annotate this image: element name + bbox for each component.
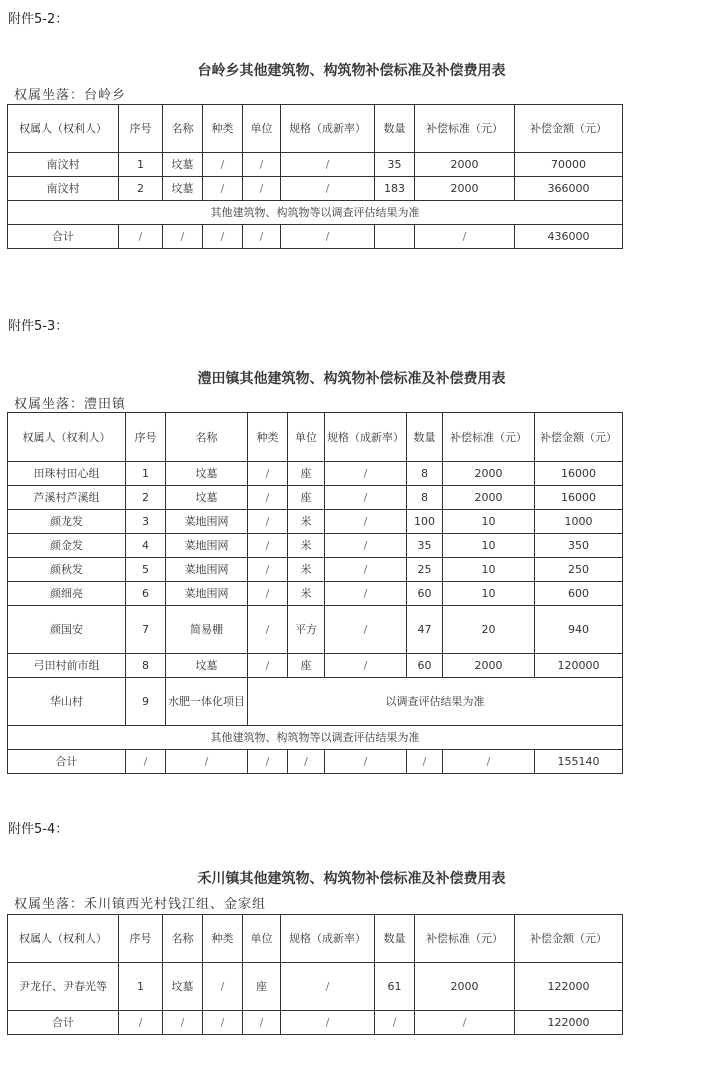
table-cell: 座 (288, 462, 325, 486)
table-cell: 水肥一体化项目 (166, 678, 248, 726)
table-cell: 10 (443, 582, 535, 606)
column-header: 序号 (119, 105, 163, 153)
table-cell: 南汶村 (8, 177, 119, 201)
table-title: 禾川镇其他建筑物、构筑物补偿标准及补偿费用表 (197, 871, 506, 887)
column-header: 权属人（权利人） (8, 413, 126, 462)
table-cell: 2000 (443, 462, 535, 486)
table-cell: 60 (407, 654, 443, 678)
table-cell: / (243, 153, 281, 177)
table-cell: 菜地围网 (166, 582, 248, 606)
table-row (8, 534, 623, 558)
table-cell: 1 (119, 153, 163, 177)
table-cell: 田珠村田心组 (8, 462, 126, 486)
column-header: 序号 (119, 915, 163, 963)
total-cell: / (166, 750, 248, 774)
location-label: 权属坐落：澧田镇 (14, 397, 127, 412)
table-cell: 940 (535, 606, 623, 654)
table-cell: 120000 (535, 654, 623, 678)
table-cell: 2000 (415, 153, 515, 177)
total-cell: 合计 (8, 750, 126, 774)
column-header: 单位 (288, 413, 325, 462)
table-cell: / (203, 153, 243, 177)
location-label: 权属坐落：禾川镇西光村钱江组、金家组 (14, 897, 267, 912)
table-cell: / (248, 558, 288, 582)
table-header-row (8, 413, 623, 462)
total-cell: / (203, 1011, 243, 1035)
table-cell: / (325, 510, 407, 534)
table-row (8, 153, 623, 177)
table-row (8, 462, 623, 486)
column-header: 名称 (163, 915, 203, 963)
table-cell: 7 (126, 606, 166, 654)
total-cell: / (119, 225, 163, 249)
table-cell: 250 (535, 558, 623, 582)
table-cell: 2000 (415, 963, 515, 1011)
table-cell: 10 (443, 510, 535, 534)
column-header: 单位 (243, 105, 281, 153)
note-row (8, 726, 623, 750)
table-cell: 坟墓 (166, 654, 248, 678)
table-cell: / (248, 462, 288, 486)
table-cell: 8 (407, 462, 443, 486)
table-cell: 10 (443, 534, 535, 558)
table-cell: 2000 (415, 177, 515, 201)
column-header: 数量 (407, 413, 443, 462)
note-row (8, 201, 623, 225)
table-cell: 8 (407, 486, 443, 510)
compensation-table (7, 914, 623, 1035)
column-header: 补偿标准（元） (415, 915, 515, 963)
total-cell: 155140 (535, 750, 623, 774)
column-header: 补偿标准（元） (415, 105, 515, 153)
column-header: 规格（成新率） (325, 413, 407, 462)
table-cell: 坟墓 (166, 462, 248, 486)
column-header: 补偿金额（元） (515, 915, 623, 963)
table-row (8, 963, 623, 1011)
table-cell: / (281, 177, 375, 201)
table-cell: 坟墓 (163, 153, 203, 177)
total-cell: / (243, 1011, 281, 1035)
total-cell: 合计 (8, 1011, 119, 1035)
table-cell: 8 (126, 654, 166, 678)
total-cell: / (415, 225, 515, 249)
table-cell: 简易棚 (166, 606, 248, 654)
table-cell: / (325, 558, 407, 582)
column-header: 数量 (375, 915, 415, 963)
table-row (8, 558, 623, 582)
table-cell: 61 (375, 963, 415, 1011)
table-title: 澧田镇其他建筑物、构筑物补偿标准及补偿费用表 (197, 371, 506, 387)
attachment-label: 附件5-3： (8, 319, 69, 334)
column-header: 规格（成新率） (281, 915, 375, 963)
table-cell: 米 (288, 534, 325, 558)
table-cell: / (325, 534, 407, 558)
table-cell: 菜地围网 (166, 534, 248, 558)
table-cell: 南汶村 (8, 153, 119, 177)
table-cell: 座 (243, 963, 281, 1011)
column-header: 种类 (203, 915, 243, 963)
table-cell: 颜龙发 (8, 510, 126, 534)
column-header: 权属人（权利人） (8, 105, 119, 153)
total-cell: / (407, 750, 443, 774)
compensation-table (7, 104, 623, 249)
column-header: 补偿标准（元） (443, 413, 535, 462)
table-title: 台岭乡其他建筑物、构筑物补偿标准及补偿费用表 (197, 63, 506, 79)
table-row (8, 582, 623, 606)
total-cell: / (163, 1011, 203, 1035)
column-header: 序号 (126, 413, 166, 462)
column-header: 权属人（权利人） (8, 915, 119, 963)
total-cell: / (415, 1011, 515, 1035)
table-cell: 坟墓 (163, 963, 203, 1011)
table-cell: 47 (407, 606, 443, 654)
total-cell: / (288, 750, 325, 774)
column-header: 单位 (243, 915, 281, 963)
table-cell: 9 (126, 678, 166, 726)
table-cell: / (203, 177, 243, 201)
table-cell: 4 (126, 534, 166, 558)
table-row (8, 606, 623, 654)
table-cell: 平方 (288, 606, 325, 654)
table-cell: 华山村 (8, 678, 126, 726)
table-cell: 16000 (535, 462, 623, 486)
table-cell: / (248, 654, 288, 678)
column-header: 名称 (166, 413, 248, 462)
compensation-table (7, 412, 623, 774)
table-cell: 366000 (515, 177, 623, 201)
total-cell (375, 225, 415, 249)
total-cell: 122000 (515, 1011, 623, 1035)
merged-note-cell: 以调查评估结果为准 (248, 678, 623, 726)
total-cell: / (375, 1011, 415, 1035)
total-cell: / (248, 750, 288, 774)
table-cell: / (281, 963, 375, 1011)
column-header: 种类 (203, 105, 243, 153)
table-cell: 60 (407, 582, 443, 606)
table-cell: 5 (126, 558, 166, 582)
total-cell: / (443, 750, 535, 774)
table-cell: / (248, 510, 288, 534)
table-cell: / (248, 582, 288, 606)
table-cell: 2000 (443, 654, 535, 678)
total-cell: / (281, 225, 375, 249)
table-cell: 2 (126, 486, 166, 510)
table-row (8, 654, 623, 678)
table-header-row (8, 915, 623, 963)
table-cell: 米 (288, 582, 325, 606)
total-cell: / (281, 1011, 375, 1035)
table-cell: 米 (288, 558, 325, 582)
total-cell: 合计 (8, 225, 119, 249)
total-row (8, 1011, 623, 1035)
note-cell: 其他建筑物、构筑物等以调查评估结果为准 (8, 726, 623, 750)
attachment-label: 附件5-4： (8, 822, 69, 837)
table-cell: 35 (407, 534, 443, 558)
table-cell: 1 (126, 462, 166, 486)
total-cell: 436000 (515, 225, 623, 249)
table-cell: / (203, 963, 243, 1011)
table-cell: / (325, 462, 407, 486)
table-cell: 25 (407, 558, 443, 582)
table-cell: 弓田村前市组 (8, 654, 126, 678)
total-cell: / (203, 225, 243, 249)
table-cell: 2 (119, 177, 163, 201)
table-cell: 3 (126, 510, 166, 534)
column-header: 名称 (163, 105, 203, 153)
table-cell: 座 (288, 654, 325, 678)
table-cell: 10 (443, 558, 535, 582)
table-cell: 1000 (535, 510, 623, 534)
total-cell: / (325, 750, 407, 774)
table-cell: 100 (407, 510, 443, 534)
total-cell: / (119, 1011, 163, 1035)
table-cell: 尹龙仔、尹春光等 (8, 963, 119, 1011)
table-cell: 600 (535, 582, 623, 606)
table-cell: 16000 (535, 486, 623, 510)
table-cell: 坟墓 (163, 177, 203, 201)
table-cell: 颜秋发 (8, 558, 126, 582)
table-cell: / (325, 606, 407, 654)
table-row (8, 678, 623, 726)
table-cell: / (248, 486, 288, 510)
table-cell: 菜地围网 (166, 558, 248, 582)
table-cell: 350 (535, 534, 623, 558)
table-cell: 颜细亮 (8, 582, 126, 606)
table-cell: 颜金发 (8, 534, 126, 558)
table-header-row (8, 105, 623, 153)
table-cell: 122000 (515, 963, 623, 1011)
total-row (8, 225, 623, 249)
table-cell: 米 (288, 510, 325, 534)
column-header: 数量 (375, 105, 415, 153)
table-cell: 35 (375, 153, 415, 177)
table-cell: 颜国安 (8, 606, 126, 654)
table-row (8, 177, 623, 201)
table-cell: 70000 (515, 153, 623, 177)
table-cell: / (325, 654, 407, 678)
table-cell: / (325, 582, 407, 606)
table-row (8, 486, 623, 510)
table-cell: 183 (375, 177, 415, 201)
table-cell: 菜地围网 (166, 510, 248, 534)
total-cell: / (126, 750, 166, 774)
table-cell: 座 (288, 486, 325, 510)
note-cell: 其他建筑物、构筑物等以调查评估结果为准 (8, 201, 623, 225)
column-header: 补偿金额（元） (535, 413, 623, 462)
table-cell: 20 (443, 606, 535, 654)
table-cell: / (248, 606, 288, 654)
table-cell: 2000 (443, 486, 535, 510)
table-cell: / (325, 486, 407, 510)
column-header: 规格（成新率） (281, 105, 375, 153)
attachment-label: 附件5-2： (8, 12, 69, 27)
table-cell: 芦溪村芦溪组 (8, 486, 126, 510)
location-label: 权属坐落：台岭乡 (14, 88, 127, 103)
table-cell: 坟墓 (166, 486, 248, 510)
table-cell: / (281, 153, 375, 177)
table-cell: / (248, 534, 288, 558)
column-header: 补偿金额（元） (515, 105, 623, 153)
table-cell: 6 (126, 582, 166, 606)
total-row (8, 750, 623, 774)
table-cell: 1 (119, 963, 163, 1011)
total-cell: / (243, 225, 281, 249)
total-cell: / (163, 225, 203, 249)
table-cell: / (243, 177, 281, 201)
column-header: 种类 (248, 413, 288, 462)
table-row (8, 510, 623, 534)
